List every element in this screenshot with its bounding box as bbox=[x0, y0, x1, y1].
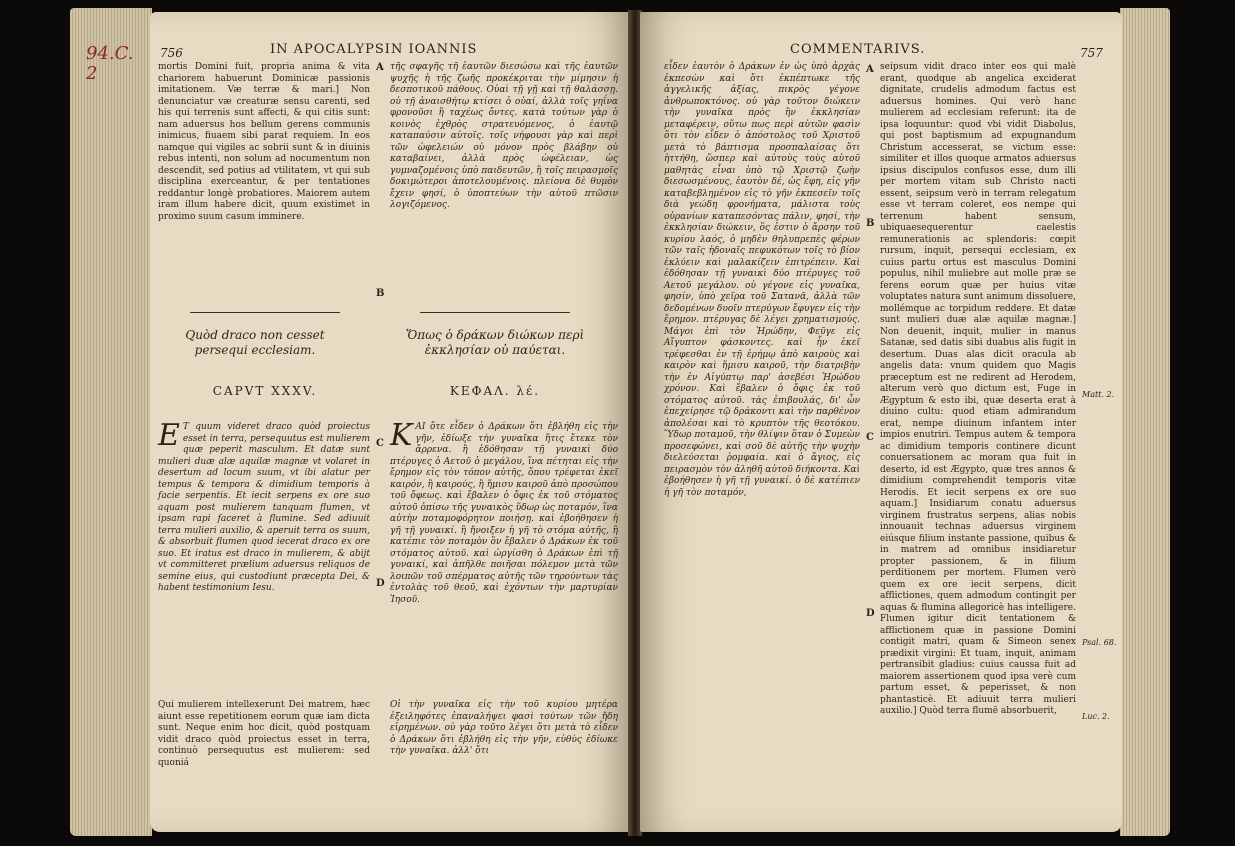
margin-letter-c-right: C bbox=[866, 432, 874, 443]
drop-initial-greek: Κ bbox=[390, 418, 413, 453]
scripture-greek-text: ΑΙ ὅτε εἶδεν ὁ Δράκων ὅτι ἐβλήθη εἰς τὴν γῆν, ἐδίωξε τὴν γυναῖκα ἥτις ἔτεκε τὸν ἄρρενα. ἢ ἐδόθησαν τῇ γυναικὶ δύο πτέρυγες ὁ Αετοῦ ὁ μεγάλου, ἵνα πέτηται εἰς τὴν ἔρημον εἰς τὸν τόπον αὐτῆς, ὅπου τρέφεται ἐκεῖ καιρόν, ἢ καιρούς, ἢ ἥμισυ καιροῦ ἀπὸ προσώπου τοῦ ὄφεως. καὶ ἔβαλεν ὁ ὄφις ἐκ τοῦ στόματος αὐτοῦ ὀπίσω τῆς γυναικὸς ὕδωρ ὡς ποταμόν, ἵνα αὐτὴν ποταμοφόρητον ποιήσῃ. καὶ ἐβοήθησεν ἡ γῆ τῇ γυναικί. ἢ ἤνοιξεν ἡ γῆ τὸ στόμα αὐτῆς, ἢ κατέπιε τὸν ποταμὸν ὃν ἔβαλεν ὁ Δράκων ἐκ τοῦ στόματος αὐτοῦ. καὶ ὠργίσθη ὁ Δράκων ἐπὶ τῇ γυναικί, καὶ ἀπῆλθε ποιῆσαι πόλεμον μετὰ τῶν λοιπῶν τοῦ σπέρματος αὐτῆς τῶν τηρούντων τὰς ἐντολὰς τοῦ θεοῦ, καὶ ἐχόντων τὴν μαρτυρίαν Ἰησοῦ. bbox=[390, 422, 618, 605]
left-page bbox=[150, 12, 630, 832]
running-head-left: IN APOCALYPSIN IOANNIS bbox=[270, 42, 478, 57]
commentary-latin: Qui mulierem intellexerunt Dei matrem, hæc aiunt esse repetitionem eorum quæ iam dicta sunt. Neque enim hoc dicit, quòd postquam vidit draco quòd proiectus esset in terra, continuò persequutus est mulierem: sed quoniá bbox=[158, 700, 370, 768]
margin-note-luc: Luc. 2. bbox=[1082, 712, 1110, 721]
shelfmark-annotation: 94.C. 2 bbox=[86, 43, 134, 84]
chapter-label-latin: CAPVT XXXV. bbox=[212, 384, 318, 398]
margin-letter-a: A bbox=[376, 62, 384, 73]
section-heading-greek: Ὅπως ὁ δράκων διώκων περὶ ἐκκλησίαν οὐ παύεται. bbox=[405, 328, 585, 357]
commentary-greek: Οἱ τὴν γυναῖκα εἰς τὴν τοῦ κυρίου μητέρα ἐξειληφότες ἐπαναλήψει φασὶ τούτων τῶν ἤδη εἰρημένων. οὐ γὰρ τοῦτο λέγει ὅτι μετὰ τὸ εἶδεν ὁ Δράκων ὅτι ἐβλήθη εἰς τὴν γῆν, εὐθὺς ἐδίωκε τὴν γυναῖκα. ἀλλ' ὅτι bbox=[390, 700, 618, 756]
margin-letter-b: B bbox=[376, 288, 385, 299]
scripture-latin-text: T quum videret draco quòd proiectus esset in terra, persequutus est mulierem quæ peperit masculum. Et datæ sunt mulieri duæ alæ aquilæ magnæ vt volaret in desertum ad locum suum, vt ibi alatur per tempus & tempora & dimidium temporis à facie serpentis. Et iecit serpens ex ore suo aquam post mulierem tanquam flumen, vt ipsam rapi faceret à flumine. Sed adiuuit terra mulieri auxilio, & aperuit terra os suum, & absorbuit flumen quod iecerat draco ex ore suo. Et iratus est draco in mulierem, & abijt vt committeret prælium aduersus reliquos de semine eius, qui custodiunt præcepta Dei, & habent testimonium Iesu. bbox=[158, 422, 370, 593]
margin-note-psal: Psal. 68. bbox=[1082, 638, 1117, 647]
right-fore-edge bbox=[1120, 8, 1170, 836]
greek-text-top: τῆς σφαγῆς τῆ ἑαυτῶν διεσώσω καὶ τῆς ἑαυτῶν ψυχῆς ἡ τῆς ζωῆς προκέκριται τὴν μίμησιν ἡ δεσποτικοῦ πάθους. Οὐαὶ τῇ γῇ καὶ τῇ θαλάσσῃ. οὐ τῇ ἀναισθήτῳ κτίσει ὁ οὐαί, ἀλλὰ τοῖς γηΐνα φρονοῦσι ἢ ταχέως ὄντες. κατὰ τούτων γὰρ ὁ κοινὸς ἐχθρὸς στρατευόμενος, ὁ ἑαυτῷ καταπαύσιν αὐτοῖς. τοῖς νήφουσι γὰρ καὶ περὶ τῶν ὠφελειών οὐ μόνον πρὸς βλάβην οὐ καταβαίνει, ἀλλὰ πρὸς ὠφέλειαν, ὡς γυμναζομένοις ὑπὸ παιδευτῶν, ἢ τοῖς πειρασμοῖς δοκιμώτεροι ἀποτελουμένοις. πλείονα δὲ θυμὸν ἔχειν φησί, ὁ ὑποπτεύων τὴν αὐτοῦ πτῶσιν λογιζόμενος. bbox=[390, 62, 618, 210]
margin-letter-d-right: D bbox=[866, 608, 875, 619]
right-page bbox=[640, 12, 1122, 832]
latin-commentary-column: seipsum vidit draco inter eos qui malè erant, quodque ab angelica exciderat dignitate, crudelis admodum factus est aduersus homines. Qui verò hanc mulierem ad ecclesiam referunt: ita de ipsa loquuntur: quod vbi vidit Diabolus, qui post baptismum ad expugnandum Christum accesserat, se victum esse: similiter et illos quoque armatos aduersus ipsius discipulos confusos esse, dum illi per mortem vitam sub Christo nacti essent, seipsum verò in terram relegatum esse vt terram coleret, eos nempe qui terrenum habent sensum, ubiquaesequerentur caelestis remunerationis ac splendoris: cœpit rursum, inquit, persequi ecclesiam, ex cuius partu ortus est masculus Domini populus, nihil muliebre aut molle præ se ferens eorum quæ per huius vitæ voluptates natura sunt animum dissoluere, mollémque ac torpidum reddere. Et datæ sunt mulieri duæ alæ aquilæ magnæ.] Non deuenit, inquit, mulier in manus Satanæ, sed datis sibi duabus alis fugit in desertum. Duas alas dicit oracula ab angelis data: vnum quidem quo Magis præceptum est ne redirent ad Herodem, alterum verò quo dictum est, Fuge in Ægyptum & esto ibi, quæ deserta erat à diuino cultu: quod etiam admirandum erat, nempe diuinum infantem inter impios enutriri. Tempus autem & tempora ac dimidium temporis continere dicunt conuersationem ac moram qua fuit in deserto, id est Ægypto, quæ tres annos & dimidium comprehendit temporis vitæ Herodis. Et iecit serpens ex ore suo aquam.] Insidiarum conatu aduersus virginem frustratus serpens, alias nobis innouauit technas aduersus virginem eiúsque filium instante passione, quibus & in matrem ad omnibus insidiaretur propter passionem, & in filium perditionem per mortem. Flumen verò quem ex ore iecit serpens, dicit afflictiones, quem admodum contingit per aquas & flumina allegoricè has intelligere. Flumen igitur dicit tentationem & afflictionem quæ in passione Domini contigit matri, quam & Simeon senex prædixit virgini: Et tuam, inquit, animam pertransibit gladius: cuius caussa fuit ad maiorem assertionem quod ipsa verè cum partum esset, & peperisset, & non phantasticè. Et adiuuit terra mulieri auxilio.] Quòd terra flumē absorbuerit, bbox=[880, 62, 1076, 716]
section-heading-latin: Quòd draco non cesset persequi ecclesiam. bbox=[185, 328, 325, 357]
left-fore-edge bbox=[70, 8, 152, 836]
section-rule-left bbox=[190, 312, 340, 313]
scripture-greek bbox=[390, 418, 618, 682]
running-head-right: COMMENTARIVS. bbox=[790, 42, 926, 57]
chapter-label-greek: ΚΕΦΑΛ. λέ. bbox=[449, 384, 541, 398]
latin-text-top: mortis Domini fuit, propria anima & vita chariorem habuerunt Dominicæ passionis imitationem. Væ terræ & mari.] Non denunciatur væ creaturæ sensu carenti, sed his qui terrenis sunt affecti, & qui citis sunt: nam aduersus hos bellum gerens communis inimicus, fiuaem sibi parat requiem. In eos namque qui vigiles ac sobrii sunt & in diuinis rebus intenti, non solum ad nocumentum non descendit, sed potius ad vtilitatem, vt qui sub disciplina exerceantur, & per tentationes reddantur longè probatiores. Maiorem autem iram illum habere dicit, quum existimet in proximo suum casum imminere. bbox=[158, 62, 370, 222]
margin-letter-d: D bbox=[376, 578, 385, 589]
margin-letter-c: C bbox=[376, 438, 384, 449]
margin-note-matt: Matt. 2. bbox=[1082, 390, 1115, 399]
margin-letter-a-right: A bbox=[866, 64, 874, 75]
page-number-right: 757 bbox=[1080, 46, 1103, 60]
section-rule-right bbox=[420, 312, 570, 313]
page-number-left: 756 bbox=[160, 46, 183, 60]
margin-letter-b-right: B bbox=[866, 218, 875, 229]
scripture-latin bbox=[158, 418, 370, 682]
greek-commentary-column: εἶδεν ἑαυτὸν ὁ Δράκων ἐν ὡς ὑπὸ ἀρχὰς ἐκπεσὼν καὶ ὅτι ἐκπέπτωκε τῆς ἀγγελικῆς ἀξίας, πικρὸς γέγονε ἀνθρωποκτόνος. οὐ γὰρ τοῦτον διώκειν τὴν γυναῖκα πρὸς ἣν ἐκκλησίαν μεταφέρειν, οὕτω πως περὶ αὐτῶν φασὶν ὅτι τὸν εἶδεν ὁ ἀπόστολος τοῦ Χριστοῦ μετὰ τὸ βάπτισμα προσπαλαίσας ὅτι ἡττήθη, ὥσπερ καὶ αὐτοὺς τοὺς αὐτοῦ μαθητὰς εἶναι ὑπὸ τῷ Χριστῷ ζωὴν διεσωσμένους, ἐαυτὸν δέ, ὡς ἔφη, εἰς γῆν καταβεβλημένον εἰς τὸ γῆν ἐκπεσεῖν τοῖς διὰ γεώδη φρονήματα, μάλιστα τοὺς οὐρανίων καταπεσόντας πάλιν, φησί, τὴν ἐκκλησίαν διώκειν, ὅς ἐστιν ὁ ἄρσην τοῦ κυρίου λαός, ὁ μηδὲν θηλυπρεπὲς φέρων τῶν ταῖς ἡδοναῖς πεφυκότων τοῖς τὸ βίον ἐκλύειν καὶ μαλακίζειν ἐπιτρέπειν. Καὶ ἐδόθησαν τῇ γυναικὶ δύο πτέρυγες τοῦ Αετοῦ μεγάλου. οὐ γέγονε εἰς γυναῖκα, φησίν, ὑπὸ χεῖρα τοῦ Σατανᾶ, ἀλλὰ τῶν δεδομένων δυοῖν πτερύγων ἔφυγεν εἰς τὴν ἔρημον. πτέρυγας δὲ λέγει χρηματισμούς. Μάγοι ἐπὶ τὸν Ἡρώδην, Φεῦγε εἰς Αἴγυπτον φάσκοντες. καὶ ἦν ἐκεῖ τρέφεσθαι ἐν τῇ ἐρήμῳ ἀπὸ καιροὺς καὶ καιρὸν καὶ ἥμισυ καιροῦ, τὴν διατριβὴν τὴν ἐν Αἰγύπτῳ παρ' ἀσεβέσι Ἡρώδου χρόνον. Καὶ ἔβαλεν ὁ ὄφις ἐκ τοῦ στόματος αὐτοῦ. τὰς ἐπιβουλάς, δι' ὧν ἐπεχείρησε τῷ δράκοντι καὶ τὴν παρθένον ἀπολέσαι καὶ τὸ κρυπτὸν τῆς θεοτόκου. Ὕδωρ ποταμοῦ, τὴν θλίψιν ὅταν ὁ Συμεὼν προσεφώνει, καὶ σοῦ δὲ αὐτῆς τὴν ψυχὴν διελεύσεται ῥομφαία. καὶ ὁ ἄγιος, εἰς πειρασμὸν τὸν ἀληθῆ αὐτοῦ διήκοντα. Καὶ ἐβοήθησεν ἡ γῆ τῇ γυναικί. ὁ δὲ κατέπιεν ἡ γῆ τὸν ποταμόν, bbox=[664, 62, 860, 498]
drop-initial-latin: E bbox=[158, 418, 180, 453]
